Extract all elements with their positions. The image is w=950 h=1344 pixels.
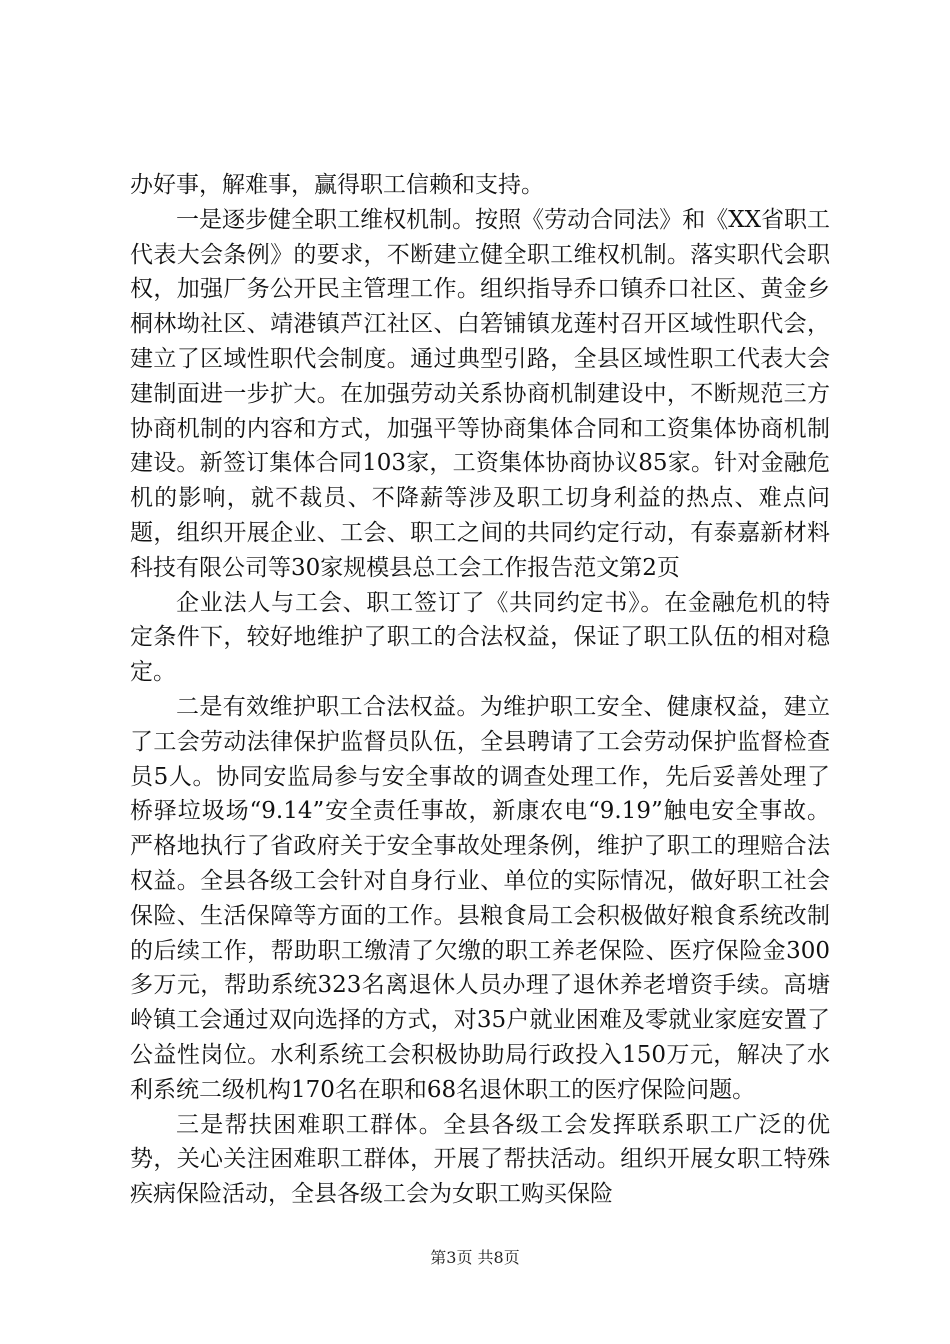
paragraph-joint-agreement: 企业法人与工会、职工签订了《共同约定书》。在金融危机的特定条件下，较好地维护了职工的合法权益，保证了职工队伍的相对稳定。 [130,589,830,686]
paragraph-continuation: 办好事，解难事，赢得职工信赖和支持。 [130,172,544,198]
paragraph-legal-rights: 二是有效维护职工合法权益。为维护职工安全、健康权益，建立了工会劳动法律保护监督员队伍，全县聘请了工会劳动保护监督检查员5人。协同安监局参与安全事故的调查处理工作，先后妥善处理了桥驿垃圾场“9.14”安全责任事故，新康农电“9.19”触电安全事故。严格地执行了省政府关于安全事故处理条例，维护了职工的理赔合法权益。全县各级工会针对自身行业、单位的实际情况，做好职工社会保险、生活保障等方面的工作。县粮食局工会积极做好粮食系统改制的后续工作，帮助职工缴清了欠缴的职工养老保险、医疗保险金300多万元，帮助系统323名离退休人员办理了退休养老增资手续。高塘岭镇工会通过双向选择的方式，对35户就业困难及零就业家庭安置了公益性岗位。水利系统工会积极协助局行政投入150万元，解决了水利系统二级机构170名在职和68名退休职工的医疗保险问题。 [130,693,830,1103]
paragraph-assist-workers: 三是帮扶困难职工群体。全县各级工会发挥联系职工广泛的优势，关心关注困难职工群体，开展了帮扶活动。组织开展女职工特殊疾病保险活动，全县各级工会为女职工购买保险 [130,1111,830,1208]
page-number: 第3页 共8页 [430,1248,520,1267]
paragraph-rights-mechanism: 一是逐步健全职工维权机制。按照《劳动合同法》和《XX省职工代表大会条例》的要求，不断建立健全职工维权机制。落实职代会职权，加强厂务公开民主管理工作。组织指导乔口镇乔口社区、黄金乡桐林坳社区、靖港镇芦江社区、白箬铺镇龙莲村召开区域性职代会，建立了区域性职代会制度。通过典型引路，全县区域性职工代表大会建制面进一步扩大。在加强劳动关系协商机制建设中，不断规范三方协商机制的内容和方式，加强平等协商集体合同和工资集体协商机制建设。新签订集体合同103家，工资集体协商协议85家。针对金融危机的影响，就不裁员、不降薪等涉及职工切身利益的热点、难点问题，组织开展企业、工会、职工之间的共同约定行动，有泰嘉新材料科技有限公司等30家规模县总工会工作报告范文第2页 [130,206,830,581]
document-body [130,168,830,1212]
